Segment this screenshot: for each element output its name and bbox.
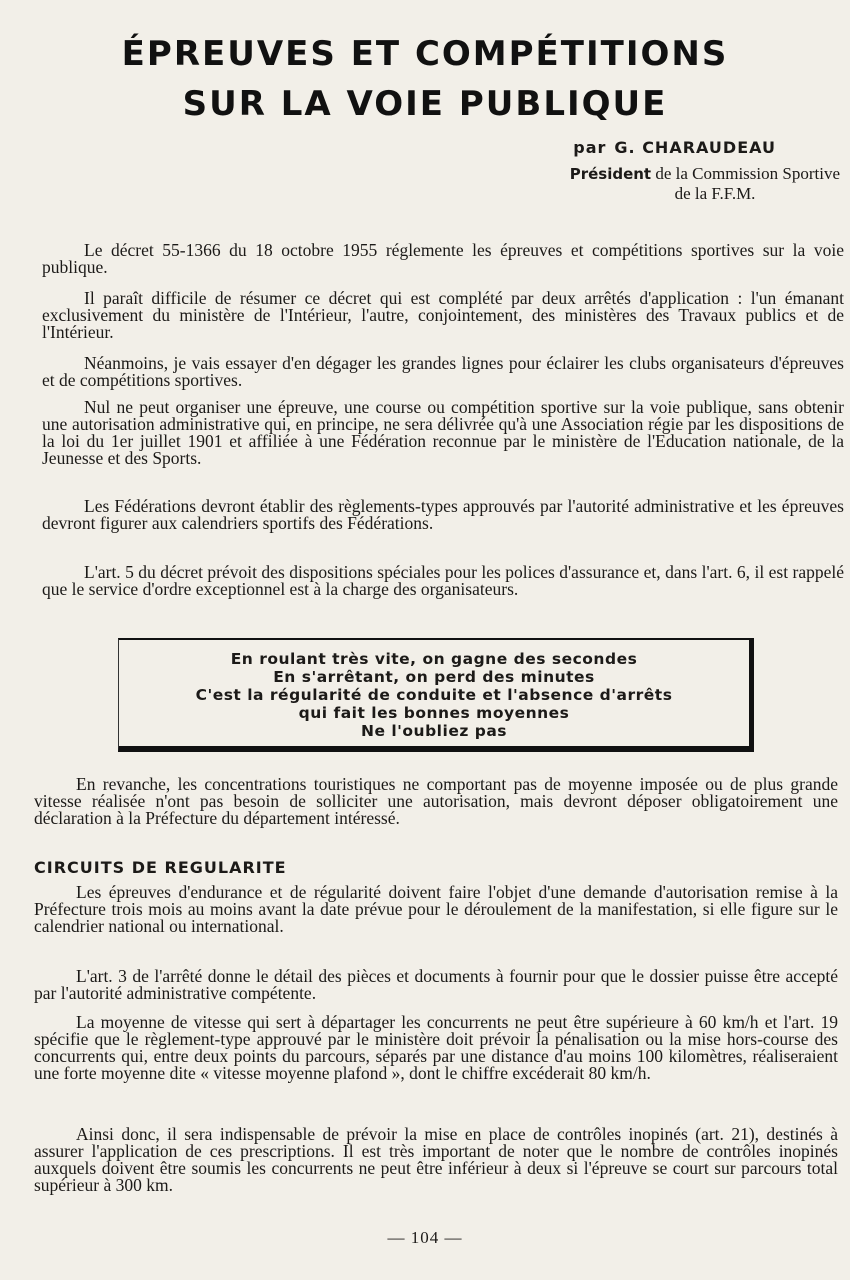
author-role-label: Président [569,165,652,183]
notice-line: En s'arrêtant, on perd des minutes [273,668,595,686]
body-paragraph: Nul ne peut organiser une épreuve, une course ou compétition sportive sur la voie publique, sans obtenir une autorisation administrative qui, en principe, ne sera délivrée qu'à une Association régie par les dispositions de la loi du 1er juillet 1901 et affiliée à une Fédération reconnue par le ministère de l'Education nationale, de la Jeunesse et des Sports. [42,397,844,468]
body-paragraph: Il paraît difficile de résumer ce décret qui est complété par deux arrêtés d'application : l'un émanant exclusivement du ministère de l'Intérieur, l'autre, conjointement, des ministères des Travaux publics et de l'Intérieur. [42,288,844,342]
body-paragraph: Néanmoins, je vais essayer d'en dégager les grandes lignes pour éclairer les clubs organisateurs d'épreuves et de compétitions sportives. [42,353,844,390]
section-heading: CIRCUITS DE REGULARITE [34,858,287,877]
section-paragraph: L'art. 3 de l'arrêté donne le détail des pièces et documents à fournir pour que le dossier puisse être accepté par l'autorité administrative compétente. [34,966,838,1003]
notice-line: qui fait les bonnes moyennes [298,704,570,722]
body-paragraph: L'art. 5 du décret prévoit des dispositions spéciales pour les polices d'assurance et, dans l'art. 6, il est rappelé que le service d'ordre exceptionnel est à la charge des organisateurs. [42,562,844,599]
notice-box [118,638,754,752]
notice-line: Ne l'oubliez pas [360,722,508,740]
author-role-line-2: de la F.F.M. [674,184,756,203]
author-role-line-1: de la Commission Sportive [655,164,840,183]
author-name: G. CHARAUDEAU [614,138,776,157]
body-paragraph: En revanche, les concentrations touristiques ne comportant pas de moyenne imposée ou de plus grande vitesse réalisée n'ont pas besoin de solliciter une autorisation, mais devront déposer obligatoirement une déclaration à la Préfecture du département intéressé. [34,774,838,828]
page-number: — 104 — [387,1228,463,1247]
notice-line: C'est la régularité de conduite et l'absence d'arrêts [195,686,673,704]
section-paragraph: La moyenne de vitesse qui sert à départager les concurrents ne peut être supérieure à 60 km/h et l'art. 19 spécifie que le règlement-type approuvé par le ministère doit prévoir la pénalisation ou la mise hors-course des concurrents qui, entre deux points du parcours, séparés par une distance d'au moins 100 kilomètres, réaliseraient une forte moyenne dite « vitesse moyenne plafond », dont le chiffre excéderait 80 km/h. [34,1012,838,1083]
section-paragraph: Les épreuves d'endurance et de régularité doivent faire l'objet d'une demande d'autorisation remise à la Préfecture trois mois au moins avant la date prévue pour le déroulement de la manifestation, si elle figure sur le calendrier national ou international. [34,882,838,936]
article-title-line-2: SUR LA VOIE PUBLIQUE [182,84,668,124]
article-title-line-1: ÉPREUVES ET COMPÉTITIONS [121,34,729,74]
body-paragraph: Le décret 55-1366 du 18 octobre 1955 réglemente les épreuves et compétitions sportives sur la voie publique. [42,240,844,277]
section-paragraph: Ainsi donc, il sera indispensable de prévoir la mise en place de contrôles inopinés (art. 21), destinés à assurer l'application de ces prescriptions. Il est très important de noter que le nombre de contrôles inopinés auxquels doivent être soumis les concurrents ne peut être inférieur à deux si l'épreuve se court sur parcours total supérieur à 300 km. [34,1124,838,1195]
byline-par: par [573,138,607,157]
body-paragraph: Les Fédérations devront établir des règlements-types approuvés par l'autorité administrative et les épreuves devront figurer aux calendriers sportifs des Fédérations. [42,496,844,533]
notice-line: En roulant très vite, on gagne des secondes [230,650,638,668]
author-role [460,164,840,204]
byline [573,138,776,157]
